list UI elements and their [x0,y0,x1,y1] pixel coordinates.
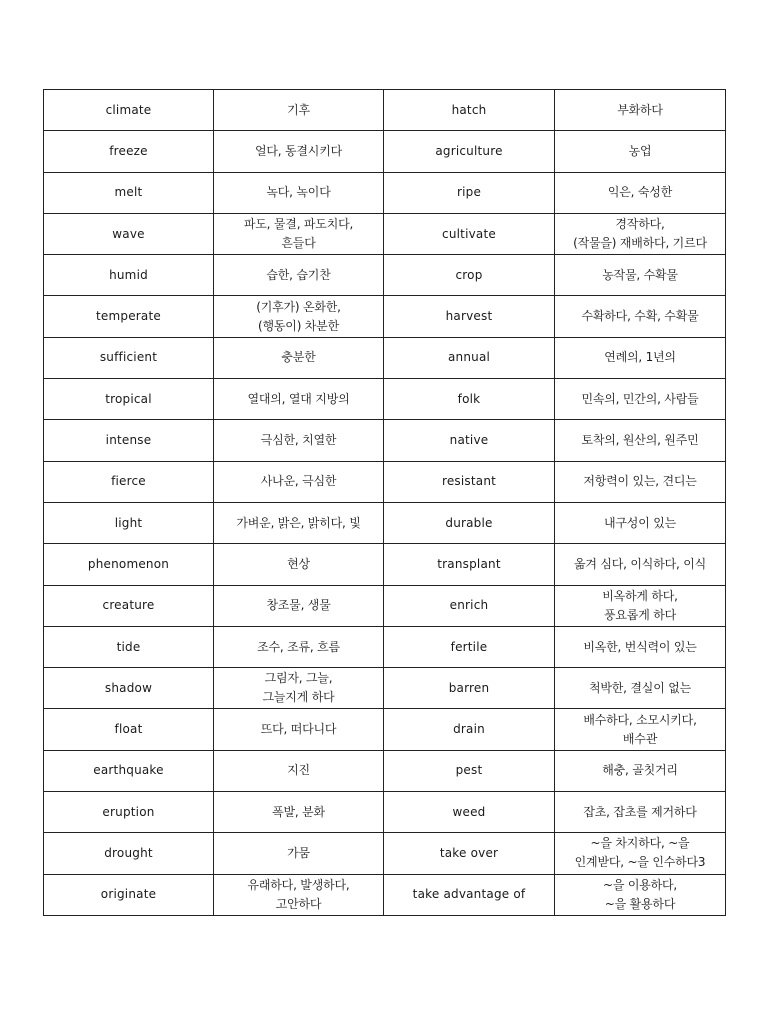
table-row [44,337,726,378]
korean-meaning-cell: 지진 [214,750,384,791]
english-word-cell: earthquake [44,750,214,791]
english-word-cell: temperate [44,296,214,337]
english-word-cell: float [44,709,214,750]
korean-meaning-cell: 유래하다, 발생하다, 고안하다 [214,874,384,915]
english-word-cell: shadow [44,668,214,709]
korean-meaning-cell: 극심한, 치열한 [214,420,384,461]
english-word-cell: drain [384,709,555,750]
english-word-cell: intense [44,420,214,461]
english-word-cell: fierce [44,461,214,502]
english-word-cell: harvest [384,296,555,337]
table-row [44,255,726,296]
english-word-cell: phenomenon [44,544,214,585]
table-row [44,585,726,626]
korean-meaning-cell: 녹다, 녹이다 [214,172,384,213]
english-word-cell: folk [384,379,555,420]
table-row [44,626,726,667]
korean-meaning-cell: 충분한 [214,337,384,378]
korean-meaning-cell: 배수하다, 소모시키다, 배수관 [555,709,726,750]
table-row [44,296,726,337]
korean-meaning-cell: 익은, 숙성한 [555,172,726,213]
korean-meaning-cell: 조수, 조류, 흐름 [214,626,384,667]
english-word-cell: eruption [44,792,214,833]
korean-meaning-cell: 토착의, 원산의, 원주민 [555,420,726,461]
korean-meaning-cell: 습한, 습기찬 [214,255,384,296]
korean-meaning-cell: 폭발, 분화 [214,792,384,833]
korean-meaning-cell: 얼다, 동결시키다 [214,131,384,172]
english-word-cell: transplant [384,544,555,585]
korean-meaning-cell: 연례의, 1년의 [555,337,726,378]
korean-meaning-cell: 열대의, 열대 지방의 [214,379,384,420]
english-word-cell: light [44,502,214,543]
english-word-cell: climate [44,90,214,131]
korean-meaning-cell: 가벼운, 밝은, 밝히다, 빛 [214,502,384,543]
english-word-cell: humid [44,255,214,296]
english-word-cell: originate [44,874,214,915]
english-word-cell: hatch [384,90,555,131]
korean-meaning-cell: 그림자, 그늘, 그늘지게 하다 [214,668,384,709]
korean-meaning-cell: ~을 이용하다, ~을 활용하다 [555,874,726,915]
table-row [44,461,726,502]
korean-meaning-cell: 기후 [214,90,384,131]
english-word-cell: resistant [384,461,555,502]
english-word-cell: drought [44,833,214,874]
english-word-cell: barren [384,668,555,709]
english-word-cell: sufficient [44,337,214,378]
vocabulary-table [43,89,726,916]
english-word-cell: annual [384,337,555,378]
english-word-cell: melt [44,172,214,213]
korean-meaning-cell: (기후가) 온화한, (행동이) 차분한 [214,296,384,337]
english-word-cell: tide [44,626,214,667]
korean-meaning-cell: 농작물, 수확물 [555,255,726,296]
korean-meaning-cell: 내구성이 있는 [555,502,726,543]
table-row [44,709,726,750]
english-word-cell: fertile [384,626,555,667]
english-word-cell: native [384,420,555,461]
table-row [44,379,726,420]
table-row [44,131,726,172]
korean-meaning-cell: 현상 [214,544,384,585]
vocabulary-table-body [44,90,726,916]
table-row [44,90,726,131]
korean-meaning-cell: 잡초, 잡초를 제거하다 [555,792,726,833]
english-word-cell: ripe [384,172,555,213]
table-row [44,750,726,791]
table-row [44,420,726,461]
table-row [44,544,726,585]
english-word-cell: cultivate [384,213,555,254]
korean-meaning-cell: 척박한, 결실이 없는 [555,668,726,709]
table-row [44,833,726,874]
korean-meaning-cell: 뜨다, 떠다니다 [214,709,384,750]
english-word-cell: crop [384,255,555,296]
english-word-cell: take over [384,833,555,874]
english-word-cell: agriculture [384,131,555,172]
english-word-cell: pest [384,750,555,791]
korean-meaning-cell: 부화하다 [555,90,726,131]
english-word-cell: creature [44,585,214,626]
korean-meaning-cell: 옮겨 심다, 이식하다, 이식 [555,544,726,585]
korean-meaning-cell: 저항력이 있는, 견디는 [555,461,726,502]
english-word-cell: durable [384,502,555,543]
korean-meaning-cell: 창조물, 생물 [214,585,384,626]
korean-meaning-cell: 사나운, 극심한 [214,461,384,502]
korean-meaning-cell: 농업 [555,131,726,172]
table-row [44,792,726,833]
table-row [44,172,726,213]
table-row [44,668,726,709]
korean-meaning-cell: 해충, 골칫거리 [555,750,726,791]
table-row [44,502,726,543]
english-word-cell: wave [44,213,214,254]
english-word-cell: weed [384,792,555,833]
korean-meaning-cell: 비옥한, 번식력이 있는 [555,626,726,667]
korean-meaning-cell: 가뭄 [214,833,384,874]
table-row [44,874,726,915]
english-word-cell: take advantage of [384,874,555,915]
korean-meaning-cell: 비옥하게 하다, 풍요롭게 하다 [555,585,726,626]
korean-meaning-cell: 수확하다, 수확, 수확물 [555,296,726,337]
korean-meaning-cell: 민속의, 민간의, 사람들 [555,379,726,420]
korean-meaning-cell: 경작하다, (작물을) 재배하다, 기르다 [555,213,726,254]
english-word-cell: enrich [384,585,555,626]
english-word-cell: tropical [44,379,214,420]
english-word-cell: freeze [44,131,214,172]
korean-meaning-cell: 파도, 물결, 파도치다, 흔들다 [214,213,384,254]
korean-meaning-cell: ~을 차지하다, ~을 인계받다, ~을 인수하다3 [555,833,726,874]
table-row [44,213,726,254]
